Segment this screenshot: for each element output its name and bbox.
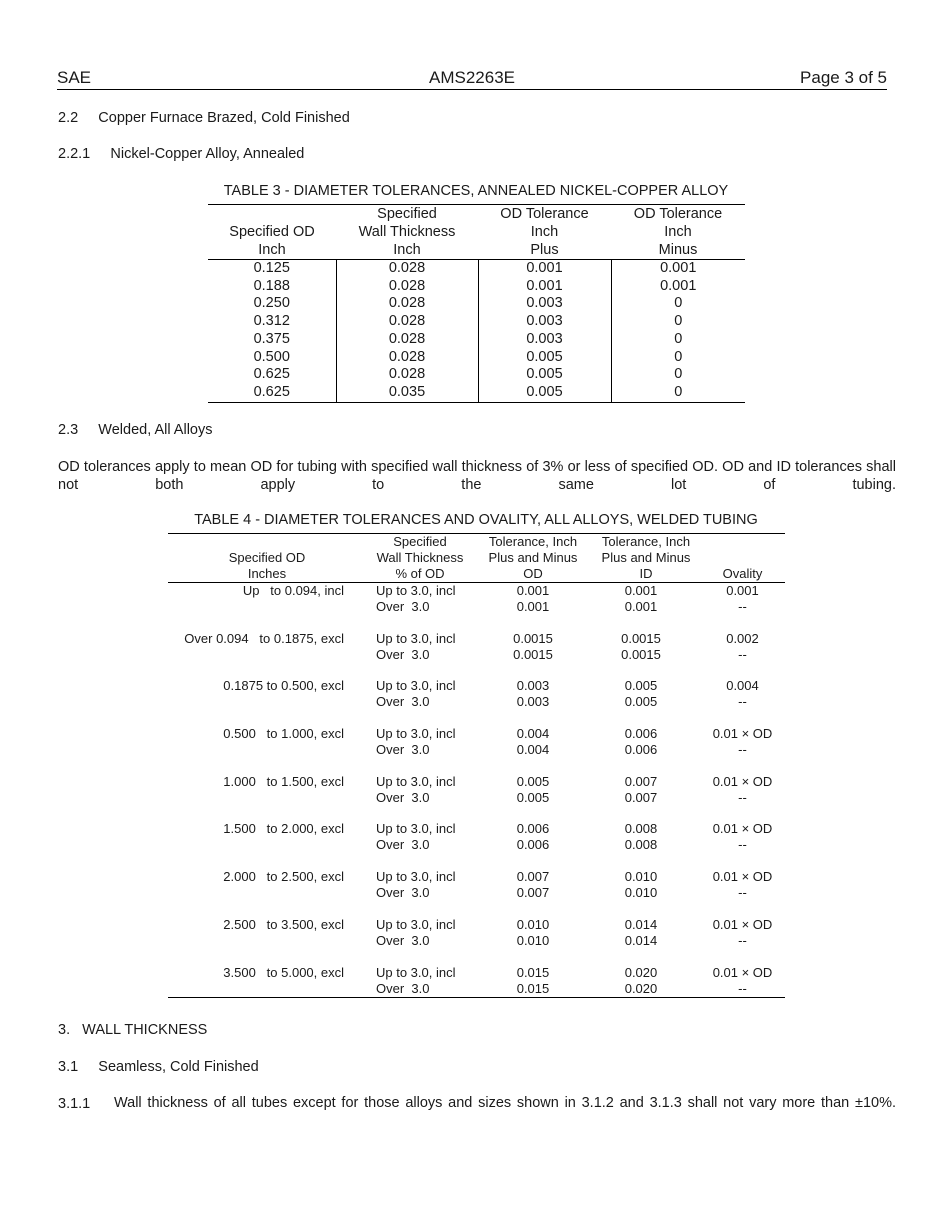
- section-2-3-heading: 2.3 Welded, All Alloys: [58, 422, 213, 438]
- table4-cell: 0.0015: [621, 630, 661, 646]
- table3-cell: 0.028: [336, 313, 478, 331]
- table4-od-range: [168, 647, 366, 663]
- table4-cell: 0.005: [516, 789, 550, 805]
- table4-cell: 0.010: [516, 916, 550, 932]
- table-row: [168, 869, 785, 885]
- table4-cell: 0.01 × OD: [712, 964, 773, 980]
- table4-cell: 0.020: [624, 980, 658, 996]
- table4-cell: Over 3.0: [376, 694, 430, 710]
- table4-cell: 0.006: [516, 821, 550, 837]
- table3-cell: 0: [611, 313, 745, 331]
- table4-spacer-row: [168, 853, 785, 869]
- table4-od-range: [168, 837, 366, 853]
- table-row: [168, 678, 785, 694]
- table3-cell: 0.375: [253, 330, 290, 347]
- table3-cell: 0.125: [253, 260, 290, 276]
- table-row: [208, 366, 745, 384]
- table-row: [168, 631, 785, 647]
- table4-spacer-row: [168, 758, 785, 774]
- table4-cell: Up to 3.0, incl: [376, 583, 456, 598]
- table3-cell: 0.001: [611, 260, 745, 278]
- table4-header-cell: [592, 534, 700, 583]
- table4-od-range: [168, 885, 366, 901]
- table3-cell: 0.625: [253, 366, 290, 383]
- table4-cell: 0.004: [516, 726, 550, 742]
- table4-cell: 0.006: [624, 726, 658, 742]
- section-2-2-1-heading: 2.2.1 Nickel-Copper Alloy, Annealed: [58, 146, 305, 162]
- table-row: [208, 295, 745, 313]
- table3-cell: 0.035: [336, 384, 478, 402]
- table4-cell: 0.014: [624, 916, 658, 932]
- table4-cell: --: [738, 885, 747, 901]
- table4-cell: --: [738, 789, 747, 805]
- table3-cell: 0.028: [336, 278, 478, 296]
- table3-header-row: [208, 205, 745, 260]
- table4-header-line: Ovality: [722, 566, 763, 581]
- section-2-2-heading: 2.2 Copper Furnace Brazed, Cold Finished: [58, 110, 350, 126]
- table4-spacer-row: [168, 949, 785, 965]
- table3-header-line: OD Tolerance: [633, 206, 723, 222]
- table4-cell: 0.001: [516, 599, 550, 614]
- table3-cell: 0.001: [611, 278, 745, 296]
- table3-header-cell: [611, 205, 745, 260]
- table3-header-line: Plus: [530, 242, 559, 258]
- table4-cell: 0.004: [516, 742, 550, 758]
- table4-od-range: 2.500 to 3.500, excl: [223, 916, 344, 932]
- table4-od-range: [168, 694, 366, 710]
- table4-od-range: [168, 742, 366, 758]
- table4-cell: --: [738, 599, 747, 614]
- table4-header-line: ID: [639, 566, 653, 581]
- table4-cell: 0.001: [516, 583, 550, 598]
- table4-cell: 0.01 × OD: [712, 821, 773, 837]
- table-row: [168, 599, 785, 615]
- table4-od-range: 1.500 to 2.000, excl: [223, 821, 344, 837]
- table3-header-line: Specified: [377, 206, 437, 222]
- section-3-1-1-paragraph: Wall thickness of all tubes except for those alloys and sizes shown in 3.1.2 and 3.1.3 shall not vary more than ±10%.: [114, 1095, 896, 1111]
- table4-cell: 0.007: [624, 789, 658, 805]
- table-row: [208, 278, 745, 296]
- table3-cell: 0.028: [336, 260, 478, 278]
- table4-cell: --: [738, 837, 747, 853]
- table4-cell: Over 3.0: [376, 646, 430, 662]
- table4-od-range: 0.500 to 1.000, excl: [223, 726, 344, 742]
- table3-cell: 0.625: [253, 383, 290, 400]
- header-org: SAE: [57, 68, 92, 87]
- header-doc-id: AMS2263E: [429, 68, 515, 87]
- table4-cell: Up to 3.0, incl: [376, 726, 456, 742]
- table4-cell: 0.003: [516, 678, 550, 694]
- table4-cell: Up to 3.0, incl: [376, 964, 456, 980]
- table4-cell: 0.008: [624, 837, 658, 853]
- table3-header-cell: [478, 205, 611, 260]
- table4-header-cell: [366, 534, 474, 583]
- table4-cell: Over 3.0: [376, 599, 430, 614]
- table3-cell: 0.312: [253, 313, 290, 330]
- table4-od-range: [168, 981, 366, 998]
- table4-od-range: 2.000 to 2.500, excl: [223, 869, 344, 885]
- table3-header-line: Inch: [530, 224, 559, 240]
- table3-cell: 0: [611, 295, 745, 313]
- table3-cell: 0.188: [253, 277, 290, 294]
- table4-cell: 0.003: [516, 694, 550, 710]
- table4: [168, 533, 785, 998]
- table-row: [208, 349, 745, 367]
- table3-cell: 0: [611, 331, 745, 349]
- table-row: [168, 742, 785, 758]
- table3-cell: 0.005: [478, 366, 611, 384]
- section-2-3-paragraph: OD tolerances apply to mean OD for tubing with specified wall thickness of 3% or less of specified OD. OD and ID tolerances shall not both apply to the same lot of tubing.: [58, 459, 896, 493]
- table4-od-range: 0.1875 to 0.500, excl: [223, 678, 344, 694]
- table3-header-line: Inch: [664, 224, 692, 240]
- table4-cell: 0.010: [516, 932, 550, 948]
- table3-header-line: [208, 205, 336, 223]
- table4-cell: 0.01 × OD: [712, 916, 773, 932]
- table4-od-range: [168, 599, 366, 615]
- table4-od-range: Over 0.094 to 0.1875, excl: [184, 630, 344, 646]
- section-3-1-heading: 3.1 Seamless, Cold Finished: [58, 1059, 259, 1075]
- table-row: [168, 694, 785, 710]
- section-3-heading: 3. WALL THICKNESS: [58, 1022, 208, 1038]
- table3-cell: 0: [611, 349, 745, 367]
- table4-cell: Up to 3.0, incl: [376, 630, 456, 646]
- table4-cell: 0.002: [726, 630, 759, 646]
- table4-cell: 0.001: [624, 583, 658, 598]
- table-row: [168, 647, 785, 663]
- table4-title: TABLE 4 - DIAMETER TOLERANCES AND OVALITY, ALL ALLOYS, WELDED TUBING: [194, 512, 758, 528]
- table4-cell: 0.015: [516, 980, 550, 996]
- table4-header-line: [168, 534, 366, 550]
- table4-cell: 0.001: [624, 599, 658, 614]
- table4-cell: Up to 3.0, incl: [376, 821, 456, 837]
- table4-cell: Over 3.0: [376, 980, 430, 996]
- table4-cell: Over 3.0: [376, 885, 430, 901]
- table4-spacer-row: [168, 663, 785, 679]
- table3-header-cell: [336, 205, 478, 260]
- table4-cell: --: [738, 742, 747, 758]
- table4-header-line: [700, 550, 785, 566]
- table4-cell: 0.0015: [513, 630, 553, 646]
- table4-header-cell: [700, 534, 785, 583]
- table3-header-line: Minus: [658, 242, 698, 258]
- table4-od-range: 3.500 to 5.000, excl: [223, 964, 344, 980]
- table4-cell: --: [738, 694, 747, 710]
- table4-cell: 0.01 × OD: [712, 726, 773, 742]
- table4-spacer-row: [168, 615, 785, 631]
- table-row: [208, 384, 745, 402]
- table4-spacer-row: [168, 806, 785, 822]
- table-row: [168, 821, 785, 837]
- table4-od-range: [168, 933, 366, 949]
- table4-header-cell: [474, 534, 592, 583]
- table4-cell: Over 3.0: [376, 789, 430, 805]
- table3-cell: 0.028: [336, 349, 478, 367]
- table-row: [168, 981, 785, 998]
- table4-cell: 0.007: [624, 773, 658, 789]
- table4-cell: Over 3.0: [376, 932, 430, 948]
- table-row: [168, 965, 785, 981]
- table4-cell: 0.010: [624, 885, 658, 901]
- table3: [208, 204, 745, 403]
- table4-cell: 0.010: [624, 869, 658, 885]
- table4-cell: 0.001: [726, 583, 759, 598]
- table3-cell: 0: [611, 384, 745, 402]
- table3-cell: 0.003: [478, 295, 611, 313]
- table4-cell: 0.006: [516, 837, 550, 853]
- table4-cell: 0.01 × OD: [712, 773, 773, 789]
- table-row: [168, 790, 785, 806]
- table4-cell: 0.0015: [621, 646, 661, 662]
- table4-cell: --: [738, 980, 747, 996]
- table4-od-range: Up to 0.094, incl: [242, 583, 344, 598]
- table3-cell: 0: [611, 366, 745, 384]
- table4-cell: 0.008: [624, 821, 658, 837]
- table3-cell: 0.028: [336, 295, 478, 313]
- table3-header-line: Inch: [258, 242, 286, 258]
- table3-cell: 0.500: [253, 348, 290, 365]
- table3-cell: 0.028: [336, 331, 478, 349]
- table4-cell: --: [738, 932, 747, 948]
- table4-header-line: Tolerance, Inch: [601, 534, 691, 549]
- table-row: [168, 837, 785, 853]
- table4-header-line: Specified OD: [228, 550, 306, 565]
- table3-cell: 0.005: [478, 384, 611, 402]
- table4-cell: Up to 3.0, incl: [376, 678, 456, 694]
- table4-header-line: Plus and Minus: [601, 550, 691, 565]
- table3-title: TABLE 3 - DIAMETER TOLERANCES, ANNEALED NICKEL-COPPER ALLOY: [223, 183, 729, 199]
- table3-cell: 0.003: [478, 331, 611, 349]
- table4-header-line: Inches: [247, 566, 287, 581]
- table-row: [168, 774, 785, 790]
- table3-header-line: Wall Thickness: [358, 224, 456, 240]
- header-page-number: Page 3 of 5: [800, 68, 887, 87]
- table3-header-cell: [208, 205, 336, 260]
- table4-cell: 0.020: [624, 964, 658, 980]
- table4-cell: 0.0015: [513, 646, 553, 662]
- table3-cell: 0.001: [478, 260, 611, 278]
- table4-spacer-row: [168, 710, 785, 726]
- table4-cell: 0.005: [624, 694, 658, 710]
- table-row: [168, 917, 785, 933]
- table3-cell: 0.028: [336, 366, 478, 384]
- table-row: [168, 583, 785, 600]
- table-row: [168, 885, 785, 901]
- table3-header-line: Specified OD: [229, 224, 315, 240]
- table3-cell: 0.250: [253, 295, 290, 312]
- table4-header-line: Tolerance, Inch: [488, 534, 578, 549]
- table4-cell: Up to 3.0, incl: [376, 916, 456, 932]
- table4-cell: Up to 3.0, incl: [376, 869, 456, 885]
- table4-header-line: OD: [523, 566, 543, 581]
- table-row: [208, 331, 745, 349]
- table3-cell: 0.003: [478, 313, 611, 331]
- table-row: [208, 260, 745, 278]
- table4-cell: Up to 3.0, incl: [376, 773, 456, 789]
- table4-od-range: 1.000 to 1.500, excl: [223, 773, 344, 789]
- table4-cell: 0.006: [624, 742, 658, 758]
- table4-header-line: % of OD: [395, 566, 445, 581]
- table4-cell: 0.01 × OD: [712, 869, 773, 885]
- table4-od-range: [168, 790, 366, 806]
- table4-header-row: [168, 534, 785, 583]
- table4-spacer-row: [168, 901, 785, 917]
- table4-header-line: Wall Thickness: [376, 550, 464, 565]
- table4-cell: Over 3.0: [376, 837, 430, 853]
- table4-header-cell: [168, 534, 366, 583]
- table-row: [168, 933, 785, 949]
- section-3-1-1-number: 3.1.1: [58, 1096, 91, 1112]
- table-row: [168, 726, 785, 742]
- table4-cell: 0.014: [624, 932, 658, 948]
- table4-cell: 0.007: [516, 869, 550, 885]
- table3-header-line: Inch: [393, 242, 421, 258]
- table4-header-line: [700, 534, 785, 550]
- table4-header-line: Specified: [393, 534, 447, 549]
- table4-cell: Over 3.0: [376, 742, 430, 758]
- table4-header-line: Plus and Minus: [488, 550, 578, 565]
- table4-cell: 0.004: [726, 678, 759, 694]
- table4-cell: 0.005: [624, 678, 658, 694]
- table4-cell: --: [738, 646, 747, 662]
- table-row: [208, 313, 745, 331]
- table3-header-line: OD Tolerance: [500, 206, 589, 222]
- table4-cell: 0.015: [516, 964, 550, 980]
- table3-cell: 0.001: [478, 278, 611, 296]
- page-header: [57, 68, 887, 90]
- table4-cell: 0.005: [516, 773, 550, 789]
- table3-cell: 0.005: [478, 349, 611, 367]
- table4-cell: 0.007: [516, 885, 550, 901]
